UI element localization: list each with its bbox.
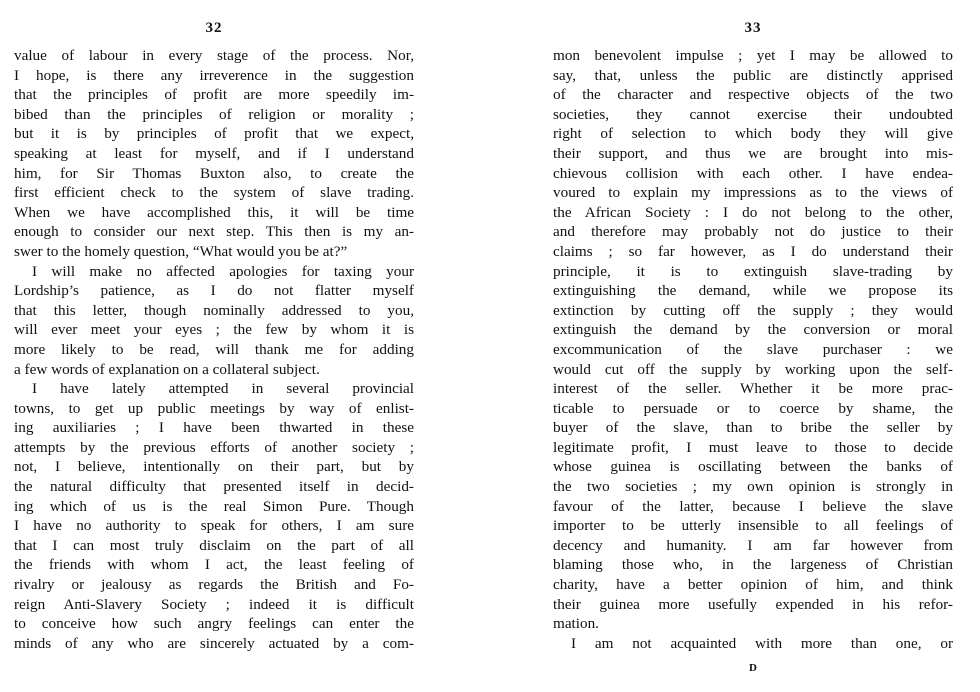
page-number-left: 32 [205,20,223,36]
text-line: ing which of us is the real Simon Pure. Though [14,497,414,515]
text-line: buyer of the slave, than to bribe the seller by [553,419,953,437]
text-line: first efficient check to the system of slave trading. [14,184,414,202]
text-line: towns, to get up public meetings by way of enlist- [14,399,414,417]
text-line: societies, they cannot exercise their undoubted [553,105,953,123]
text-line: of the character and respective objects of the two [553,86,953,104]
text-line: say, that, unless the public are distinctly apprised [553,66,953,84]
text-line: Lordship’s patience, as I do not flatter myself [14,282,414,300]
text-line: I have no authority to speak for others, I am sure [14,517,414,535]
text-line: interest of the seller. Whether it be more prac- [553,380,953,398]
text-line: ing auxiliaries ; I have been thwarted in these [14,419,414,437]
text-line: that this letter, though nominally addressed to you, [14,301,414,319]
text-line: blaming those who, in the largeness of Christian [553,556,953,574]
text-line: extinction by cutting off the supply ; they would [553,301,953,319]
text-line: reign Anti-Slavery Society ; indeed it is difficult [14,595,414,613]
text-line: rivalry or jealousy as regards the British and Fo- [14,576,414,594]
text-line: their guinea more usefully expended in his refor- [553,595,953,613]
text-line: that I can most truly disclaim on the part of all [14,536,414,554]
page-number-right: 33 [744,20,762,36]
text-line: him, for Sir Thomas Buxton also, to create the [14,164,414,182]
text-line: to conceive how such angry feelings can enter the [14,615,414,633]
text-line: will ever meet your eyes ; the few by whom it is [14,321,414,339]
left-page-text [14,46,414,653]
text-line: and therefore may probably not do justice to their [553,223,953,241]
text-line: enough to consider our next step. This then is my an- [14,223,414,241]
text-line: the friends with whom I act, the least feeling of [14,556,414,574]
text-line: I will make no affected apologies for taxing your [32,262,414,280]
text-line: importer to be utterly insensible to all feelings of [553,517,953,535]
text-line: extinguishing the demand, while we propose its [553,282,953,300]
text-line: bibed than the principles of religion or morality ; [14,105,414,123]
text-line: would cut off the supply by working upon the self- [553,360,953,378]
text-line: principle, it is to extinguish slave-trading by [553,262,953,280]
text-line: I am not acquainted with more than one, or [571,634,953,652]
text-line: I have lately attempted in several provincial [32,380,414,398]
text-line: whose guinea is oscillating between the banks of [553,458,953,476]
text-line: that the principles of profit are more speedily im- [14,86,414,104]
text-line: I hope, is there any irreverence in the suggestion [14,66,414,84]
text-line: minds of any who are sincerely actuated by a com- [14,634,414,652]
text-line: a few words of explanation on a collateral subject. [14,360,320,378]
text-line: the African Society : I do not belong to the other, [553,203,953,221]
text-line: voured to explain my impressions as to the views of [553,184,953,202]
text-line: mation. [553,615,599,633]
text-line: attempts by the previous efforts of another society ; [14,438,414,456]
right-page-text [553,46,953,653]
text-line: right of selection to which body they will give [553,125,953,143]
text-line: not, I believe, intentionally on their part, but by [14,458,414,476]
text-line: charity, have a better opinion of him, and think [553,576,953,594]
text-line: more likely to be read, will thank me for adding [14,340,414,358]
text-line: swer to the homely question, “What would you be at?” [14,242,348,260]
text-line: speaking at least for myself, and if I understand [14,144,414,162]
text-line: but it is by principles of profit that we expect, [14,125,414,143]
text-line: When we have accomplished this, it will be time [14,203,414,221]
text-line: claims ; so far however, as I do understand their [553,242,953,260]
text-line: the two societies ; my own opinion is strongly in [553,478,953,496]
text-line: ticable to persuade or to coerce by shame, the [553,399,953,417]
text-line: extinguish the demand by the conversion or moral [553,321,953,339]
text-line: the natural difficulty that presented itself in decid- [14,478,414,496]
text-line: favour of the latter, because I believe the slave [553,497,953,515]
text-line: excommunication of the slave purchaser : we [553,340,953,358]
text-line: decency and humanity. I am far however from [553,536,953,554]
text-line: their support, and thus we are brought into mis- [553,144,953,162]
text-line: chievous collision with each other. I have endea- [553,164,953,182]
text-line: mon benevolent impulse ; yet I may be allowed to [553,47,953,64]
text-line: legitimate profit, I must leave to those to decide [553,438,953,456]
text-line: value of labour in every stage of the process. Nor, [14,47,414,64]
signature-mark: D [749,662,757,674]
